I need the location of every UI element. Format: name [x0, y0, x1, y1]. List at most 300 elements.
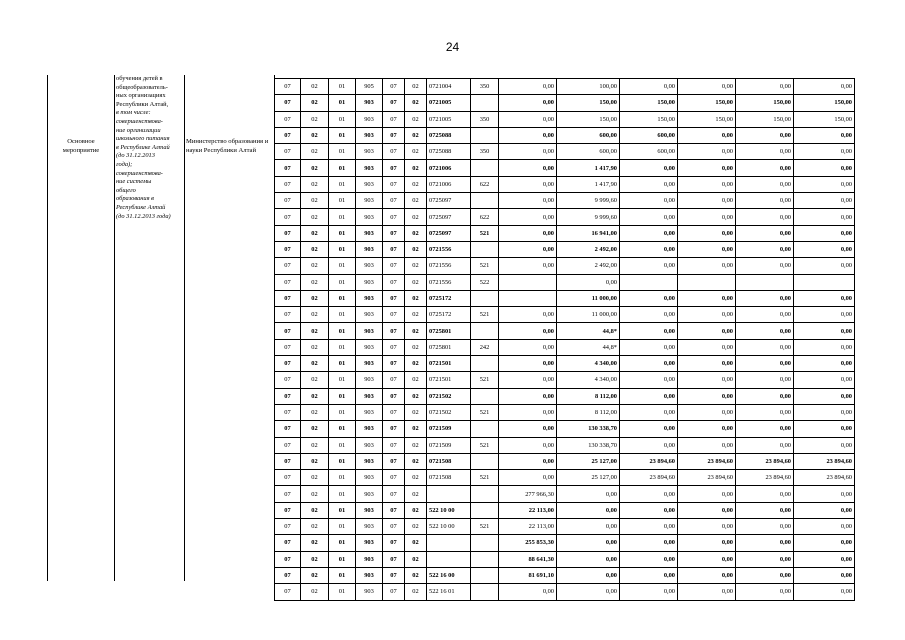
value-col-6-cell: 0,00 [794, 404, 855, 420]
grbs-code-cell: 903 [356, 339, 383, 355]
table-row [275, 95, 855, 111]
table-row [275, 79, 855, 95]
value-col-2-cell: 25 127,00 [557, 453, 620, 469]
expense-type-cell: 521 [471, 470, 499, 486]
code-2-cell: 02 [301, 79, 329, 95]
value-col-5-cell: 0,00 [736, 519, 794, 535]
value-col-3-cell: 0,00 [620, 486, 678, 502]
value-col-6-cell: 0,00 [794, 79, 855, 95]
code-3-cell: 01 [329, 421, 356, 437]
value-col-5-cell: 0,00 [736, 209, 794, 225]
table-row [275, 209, 855, 225]
value-col-4-cell: 0,00 [678, 290, 736, 306]
value-col-4-cell: 0,00 [678, 356, 736, 372]
section-code-cell: 07 [383, 470, 405, 486]
subsection-code-cell: 02 [405, 79, 427, 95]
code-2-cell: 02 [301, 290, 329, 306]
value-col-5-cell: 0,00 [736, 339, 794, 355]
target-article-cell [427, 486, 471, 502]
table-row [275, 421, 855, 437]
target-article-cell: 0725097 [427, 193, 471, 209]
target-article-cell: 0725088 [427, 144, 471, 160]
value-col-6-cell: 0,00 [794, 519, 855, 535]
value-col-3-cell: 0,00 [620, 339, 678, 355]
section-code-cell: 07 [383, 486, 405, 502]
code-2-cell: 02 [301, 258, 329, 274]
value-col-1-cell: 0,00 [499, 356, 557, 372]
value-col-1-cell: 0,00 [499, 339, 557, 355]
expense-type-cell: 521 [471, 437, 499, 453]
code-1-cell: 07 [275, 437, 301, 453]
value-col-2-cell: 0,00 [557, 551, 620, 567]
value-col-6-cell: 0,00 [794, 323, 855, 339]
grbs-code-cell: 903 [356, 437, 383, 453]
table-row [275, 388, 855, 404]
expense-type-cell [471, 160, 499, 176]
description-line: года); [116, 160, 133, 168]
value-col-6-cell: 0,00 [794, 339, 855, 355]
code-2-cell: 02 [301, 274, 329, 290]
table-row [275, 470, 855, 486]
grbs-code-cell: 903 [356, 404, 383, 420]
table-row [275, 258, 855, 274]
value-col-4-cell: 23 894,60 [678, 453, 736, 469]
value-col-4-cell: 0,00 [678, 372, 736, 388]
value-col-6-cell: 23 894,60 [794, 470, 855, 486]
value-col-6-cell: 150,00 [794, 111, 855, 127]
value-col-3-cell: 0,00 [620, 79, 678, 95]
value-col-6-cell: 0,00 [794, 258, 855, 274]
subsection-code-cell: 02 [405, 241, 427, 257]
expense-type-cell [471, 127, 499, 143]
expense-type-cell: 521 [471, 307, 499, 323]
value-col-1-cell: 255 853,30 [499, 535, 557, 551]
value-col-1-cell [499, 290, 557, 306]
expense-type-cell [471, 421, 499, 437]
value-col-6-cell: 0,00 [794, 567, 855, 583]
value-col-4-cell: 0,00 [678, 144, 736, 160]
code-3-cell: 01 [329, 111, 356, 127]
table-row [275, 111, 855, 127]
expense-type-cell: 622 [471, 209, 499, 225]
subsection-code-cell: 02 [405, 127, 427, 143]
code-3-cell: 01 [329, 470, 356, 486]
code-2-cell: 02 [301, 372, 329, 388]
value-col-4-cell: 23 894,60 [678, 470, 736, 486]
value-col-1-cell [499, 274, 557, 290]
value-col-3-cell: 150,00 [620, 95, 678, 111]
grbs-code-cell: 903 [356, 274, 383, 290]
subsection-code-cell: 02 [405, 584, 427, 600]
code-2-cell: 02 [301, 339, 329, 355]
description-line: ных организациях [116, 92, 166, 100]
grbs-code-cell: 903 [356, 307, 383, 323]
grbs-code-cell: 903 [356, 519, 383, 535]
target-article-cell: 0721006 [427, 160, 471, 176]
target-article-cell: 0721005 [427, 111, 471, 127]
code-1-cell: 07 [275, 241, 301, 257]
code-2-cell: 02 [301, 95, 329, 111]
code-2-cell: 02 [301, 486, 329, 502]
expense-type-cell [471, 567, 499, 583]
grbs-code-cell: 903 [356, 470, 383, 486]
target-article-cell: 0725172 [427, 307, 471, 323]
expense-type-cell: 622 [471, 176, 499, 192]
value-col-2-cell: 4 340,00 [557, 356, 620, 372]
subsection-code-cell: 02 [405, 225, 427, 241]
value-col-2-cell: 0,00 [557, 274, 620, 290]
value-col-2-cell: 16 941,00 [557, 225, 620, 241]
code-2-cell: 02 [301, 356, 329, 372]
description-line: (до 31.12.2013 [116, 152, 155, 160]
value-col-1-cell: 0,00 [499, 453, 557, 469]
grbs-code-cell: 903 [356, 225, 383, 241]
subsection-code-cell: 02 [405, 551, 427, 567]
value-col-6-cell: 0,00 [794, 356, 855, 372]
subsection-code-cell: 02 [405, 323, 427, 339]
table-row [275, 241, 855, 257]
value-col-6-cell: 0,00 [794, 372, 855, 388]
subsection-code-cell: 02 [405, 95, 427, 111]
value-col-1-cell: 0,00 [499, 225, 557, 241]
target-article-cell: 0721502 [427, 404, 471, 420]
code-1-cell: 07 [275, 551, 301, 567]
value-col-4-cell: 0,00 [678, 241, 736, 257]
value-col-6-cell: 0,00 [794, 584, 855, 600]
section-code-cell: 07 [383, 421, 405, 437]
subsection-code-cell: 02 [405, 339, 427, 355]
value-col-2-cell: 9 999,60 [557, 209, 620, 225]
code-1-cell: 07 [275, 274, 301, 290]
value-col-2-cell: 0,00 [557, 584, 620, 600]
section-code-cell: 07 [383, 274, 405, 290]
target-article-cell: 0721502 [427, 388, 471, 404]
grbs-code-cell: 903 [356, 193, 383, 209]
value-col-2-cell: 150,00 [557, 95, 620, 111]
code-1-cell: 07 [275, 290, 301, 306]
table-row [275, 160, 855, 176]
code-2-cell: 02 [301, 160, 329, 176]
grbs-code-cell: 903 [356, 323, 383, 339]
value-col-5-cell: 0,00 [736, 176, 794, 192]
grbs-code-cell: 903 [356, 372, 383, 388]
code-1-cell: 07 [275, 453, 301, 469]
value-col-4-cell: 150,00 [678, 95, 736, 111]
code-1-cell: 07 [275, 193, 301, 209]
target-article-cell: 522 16 01 [427, 584, 471, 600]
grbs-code-cell: 903 [356, 209, 383, 225]
code-1-cell: 07 [275, 323, 301, 339]
code-3-cell: 01 [329, 502, 356, 518]
value-col-4-cell: 0,00 [678, 421, 736, 437]
table-row [275, 486, 855, 502]
value-col-2-cell: 600,00 [557, 127, 620, 143]
expense-type-cell [471, 193, 499, 209]
value-col-1-cell: 0,00 [499, 421, 557, 437]
grbs-code-cell: 903 [356, 584, 383, 600]
value-col-5-cell: 0,00 [736, 307, 794, 323]
section-code-cell: 07 [383, 193, 405, 209]
section-code-cell: 07 [383, 95, 405, 111]
code-1-cell: 07 [275, 404, 301, 420]
value-col-3-cell: 0,00 [620, 193, 678, 209]
section-code-cell: 07 [383, 176, 405, 192]
target-article-cell: 0721501 [427, 356, 471, 372]
value-col-2-cell: 0,00 [557, 486, 620, 502]
value-col-3-cell: 0,00 [620, 502, 678, 518]
grbs-code-cell: 903 [356, 144, 383, 160]
code-3-cell: 01 [329, 241, 356, 257]
table-row [275, 307, 855, 323]
subsection-code-cell: 02 [405, 372, 427, 388]
description-line: общеобразователь- [116, 83, 168, 91]
code-2-cell: 02 [301, 388, 329, 404]
code-3-cell: 01 [329, 144, 356, 160]
subsection-code-cell: 02 [405, 470, 427, 486]
table-row [275, 323, 855, 339]
value-col-3-cell: 600,00 [620, 127, 678, 143]
value-col-5-cell: 23 894,60 [736, 470, 794, 486]
value-col-4-cell: 0,00 [678, 584, 736, 600]
section-code-cell: 07 [383, 356, 405, 372]
expense-type-cell: 350 [471, 79, 499, 95]
value-col-1-cell: 0,00 [499, 437, 557, 453]
value-col-2-cell: 0,00 [557, 567, 620, 583]
grbs-code-cell: 903 [356, 567, 383, 583]
code-1-cell: 07 [275, 160, 301, 176]
value-col-1-cell: 22 113,00 [499, 519, 557, 535]
table-row [275, 551, 855, 567]
value-col-5-cell: 0,00 [736, 79, 794, 95]
value-col-5-cell: 0,00 [736, 404, 794, 420]
expense-type-cell: 521 [471, 372, 499, 388]
table-row [275, 519, 855, 535]
value-col-4-cell: 0,00 [678, 519, 736, 535]
code-2-cell: 02 [301, 421, 329, 437]
value-col-6-cell: 0,00 [794, 290, 855, 306]
value-col-6-cell: 0,00 [794, 502, 855, 518]
code-1-cell: 07 [275, 421, 301, 437]
value-col-5-cell: 0,00 [736, 144, 794, 160]
value-col-3-cell: 0,00 [620, 535, 678, 551]
expense-type-cell: 521 [471, 519, 499, 535]
grbs-code-cell: 903 [356, 421, 383, 437]
section-code-cell: 07 [383, 209, 405, 225]
value-col-6-cell: 0,00 [794, 127, 855, 143]
value-col-6-cell: 0,00 [794, 144, 855, 160]
value-col-6-cell: 0,00 [794, 535, 855, 551]
section-code-cell: 07 [383, 127, 405, 143]
description-line: совершенствова- [116, 169, 163, 177]
section-code-cell: 07 [383, 388, 405, 404]
expense-type-cell [471, 388, 499, 404]
value-col-5-cell: 0,00 [736, 437, 794, 453]
target-article-cell: 0725172 [427, 290, 471, 306]
expense-type-cell: 521 [471, 225, 499, 241]
target-article-cell: 0721556 [427, 258, 471, 274]
code-1-cell: 07 [275, 519, 301, 535]
value-col-6-cell: 0,00 [794, 437, 855, 453]
value-col-3-cell: 0,00 [620, 567, 678, 583]
value-col-4-cell: 0,00 [678, 339, 736, 355]
value-col-2-cell: 4 340,00 [557, 372, 620, 388]
expense-type-cell: 521 [471, 404, 499, 420]
value-col-4-cell: 0,00 [678, 307, 736, 323]
value-col-4-cell: 0,00 [678, 551, 736, 567]
code-1-cell: 07 [275, 388, 301, 404]
value-col-5-cell: 150,00 [736, 95, 794, 111]
section-code-cell: 07 [383, 241, 405, 257]
value-col-6-cell: 0,00 [794, 209, 855, 225]
code-2-cell: 02 [301, 144, 329, 160]
target-article-cell: 0721556 [427, 274, 471, 290]
value-col-3-cell: 0,00 [620, 372, 678, 388]
target-article-cell: 0725801 [427, 323, 471, 339]
subsection-code-cell: 02 [405, 274, 427, 290]
value-col-4-cell [678, 274, 736, 290]
code-2-cell: 02 [301, 323, 329, 339]
value-col-5-cell [736, 274, 794, 290]
main-activity-label: Основное мероприятие [62, 138, 100, 154]
value-col-5-cell: 0,00 [736, 372, 794, 388]
code-3-cell: 01 [329, 535, 356, 551]
code-1-cell: 07 [275, 502, 301, 518]
code-2-cell: 02 [301, 519, 329, 535]
code-2-cell: 02 [301, 470, 329, 486]
value-col-6-cell: 0,00 [794, 176, 855, 192]
grbs-code-cell: 903 [356, 453, 383, 469]
section-code-cell: 07 [383, 502, 405, 518]
value-col-1-cell: 0,00 [499, 323, 557, 339]
description-line: общего [116, 186, 136, 194]
subsection-code-cell: 02 [405, 388, 427, 404]
grbs-code-cell: 903 [356, 551, 383, 567]
code-2-cell: 02 [301, 502, 329, 518]
value-col-6-cell [794, 274, 855, 290]
value-col-3-cell: 0,00 [620, 551, 678, 567]
value-col-3-cell: 0,00 [620, 404, 678, 420]
value-col-5-cell: 150,00 [736, 111, 794, 127]
table-row [275, 225, 855, 241]
description-line: в Республике Алтай [116, 143, 170, 151]
budget-table [274, 78, 855, 601]
value-col-3-cell: 0,00 [620, 290, 678, 306]
subsection-code-cell: 02 [405, 421, 427, 437]
expense-type-cell [471, 486, 499, 502]
section-code-cell: 07 [383, 567, 405, 583]
table-row [275, 356, 855, 372]
description-line: Республике Алтай [116, 203, 166, 211]
value-col-5-cell: 0,00 [736, 551, 794, 567]
value-col-5-cell: 0,00 [736, 567, 794, 583]
value-col-3-cell: 0,00 [620, 421, 678, 437]
expense-type-cell: 350 [471, 111, 499, 127]
value-col-1-cell: 81 691,10 [499, 567, 557, 583]
code-3-cell: 01 [329, 323, 356, 339]
code-2-cell: 02 [301, 176, 329, 192]
value-col-3-cell: 600,00 [620, 144, 678, 160]
table-row [275, 144, 855, 160]
value-col-1-cell: 0,00 [499, 372, 557, 388]
code-3-cell: 01 [329, 584, 356, 600]
target-article-cell: 0721509 [427, 421, 471, 437]
table-row [275, 127, 855, 143]
value-col-4-cell: 0,00 [678, 79, 736, 95]
code-2-cell: 02 [301, 193, 329, 209]
section-code-cell: 07 [383, 144, 405, 160]
description-line: ние системы [116, 178, 152, 186]
subsection-code-cell: 02 [405, 567, 427, 583]
code-1-cell: 07 [275, 176, 301, 192]
subsection-code-cell: 02 [405, 437, 427, 453]
description-line: (до 31.12.2013 года) [116, 212, 171, 220]
expense-type-cell [471, 356, 499, 372]
value-col-5-cell: 0,00 [736, 502, 794, 518]
value-col-1-cell: 88 641,30 [499, 551, 557, 567]
expense-type-cell [471, 453, 499, 469]
grbs-code-cell: 903 [356, 241, 383, 257]
description-line: в том числе: [116, 109, 151, 117]
value-col-5-cell: 0,00 [736, 388, 794, 404]
value-col-1-cell: 0,00 [499, 470, 557, 486]
target-article-cell: 522 10 00 [427, 519, 471, 535]
target-article-cell: 0721509 [427, 437, 471, 453]
value-col-4-cell: 0,00 [678, 258, 736, 274]
value-col-3-cell: 23 894,60 [620, 470, 678, 486]
grbs-code-cell: 903 [356, 127, 383, 143]
value-col-2-cell: 0,00 [557, 519, 620, 535]
value-col-6-cell: 0,00 [794, 388, 855, 404]
subsection-code-cell: 02 [405, 144, 427, 160]
code-1-cell: 07 [275, 584, 301, 600]
value-col-2-cell: 2 492,00 [557, 241, 620, 257]
value-col-3-cell: 0,00 [620, 437, 678, 453]
code-2-cell: 02 [301, 225, 329, 241]
description-line: ние организации [116, 126, 161, 134]
value-col-4-cell: 150,00 [678, 111, 736, 127]
value-col-3-cell: 150,00 [620, 111, 678, 127]
target-article-cell [427, 551, 471, 567]
code-3-cell: 01 [329, 307, 356, 323]
grbs-code-cell: 903 [356, 535, 383, 551]
expense-type-cell [471, 535, 499, 551]
value-col-4-cell: 0,00 [678, 323, 736, 339]
section-code-cell: 07 [383, 453, 405, 469]
value-col-2-cell: 9 999,60 [557, 193, 620, 209]
page-number: 24 [445, 40, 460, 54]
value-col-2-cell: 0,00 [557, 535, 620, 551]
subsection-code-cell: 02 [405, 486, 427, 502]
subsection-code-cell: 02 [405, 258, 427, 274]
value-col-1-cell: 0,00 [499, 193, 557, 209]
value-col-5-cell: 0,00 [736, 535, 794, 551]
grbs-code-cell: 903 [356, 258, 383, 274]
table-row [275, 193, 855, 209]
subsection-code-cell: 02 [405, 209, 427, 225]
code-1-cell: 07 [275, 258, 301, 274]
responsible-organization: Министерство образования и науки Республики Алтай [186, 138, 269, 154]
expense-type-cell [471, 241, 499, 257]
value-col-4-cell: 0,00 [678, 535, 736, 551]
code-1-cell: 07 [275, 339, 301, 355]
value-col-5-cell: 0,00 [736, 584, 794, 600]
target-article-cell: 522 16 00 [427, 567, 471, 583]
table-row [275, 372, 855, 388]
subsection-code-cell: 02 [405, 502, 427, 518]
code-1-cell: 07 [275, 111, 301, 127]
value-col-2-cell: 44,8* [557, 323, 620, 339]
code-3-cell: 01 [329, 290, 356, 306]
